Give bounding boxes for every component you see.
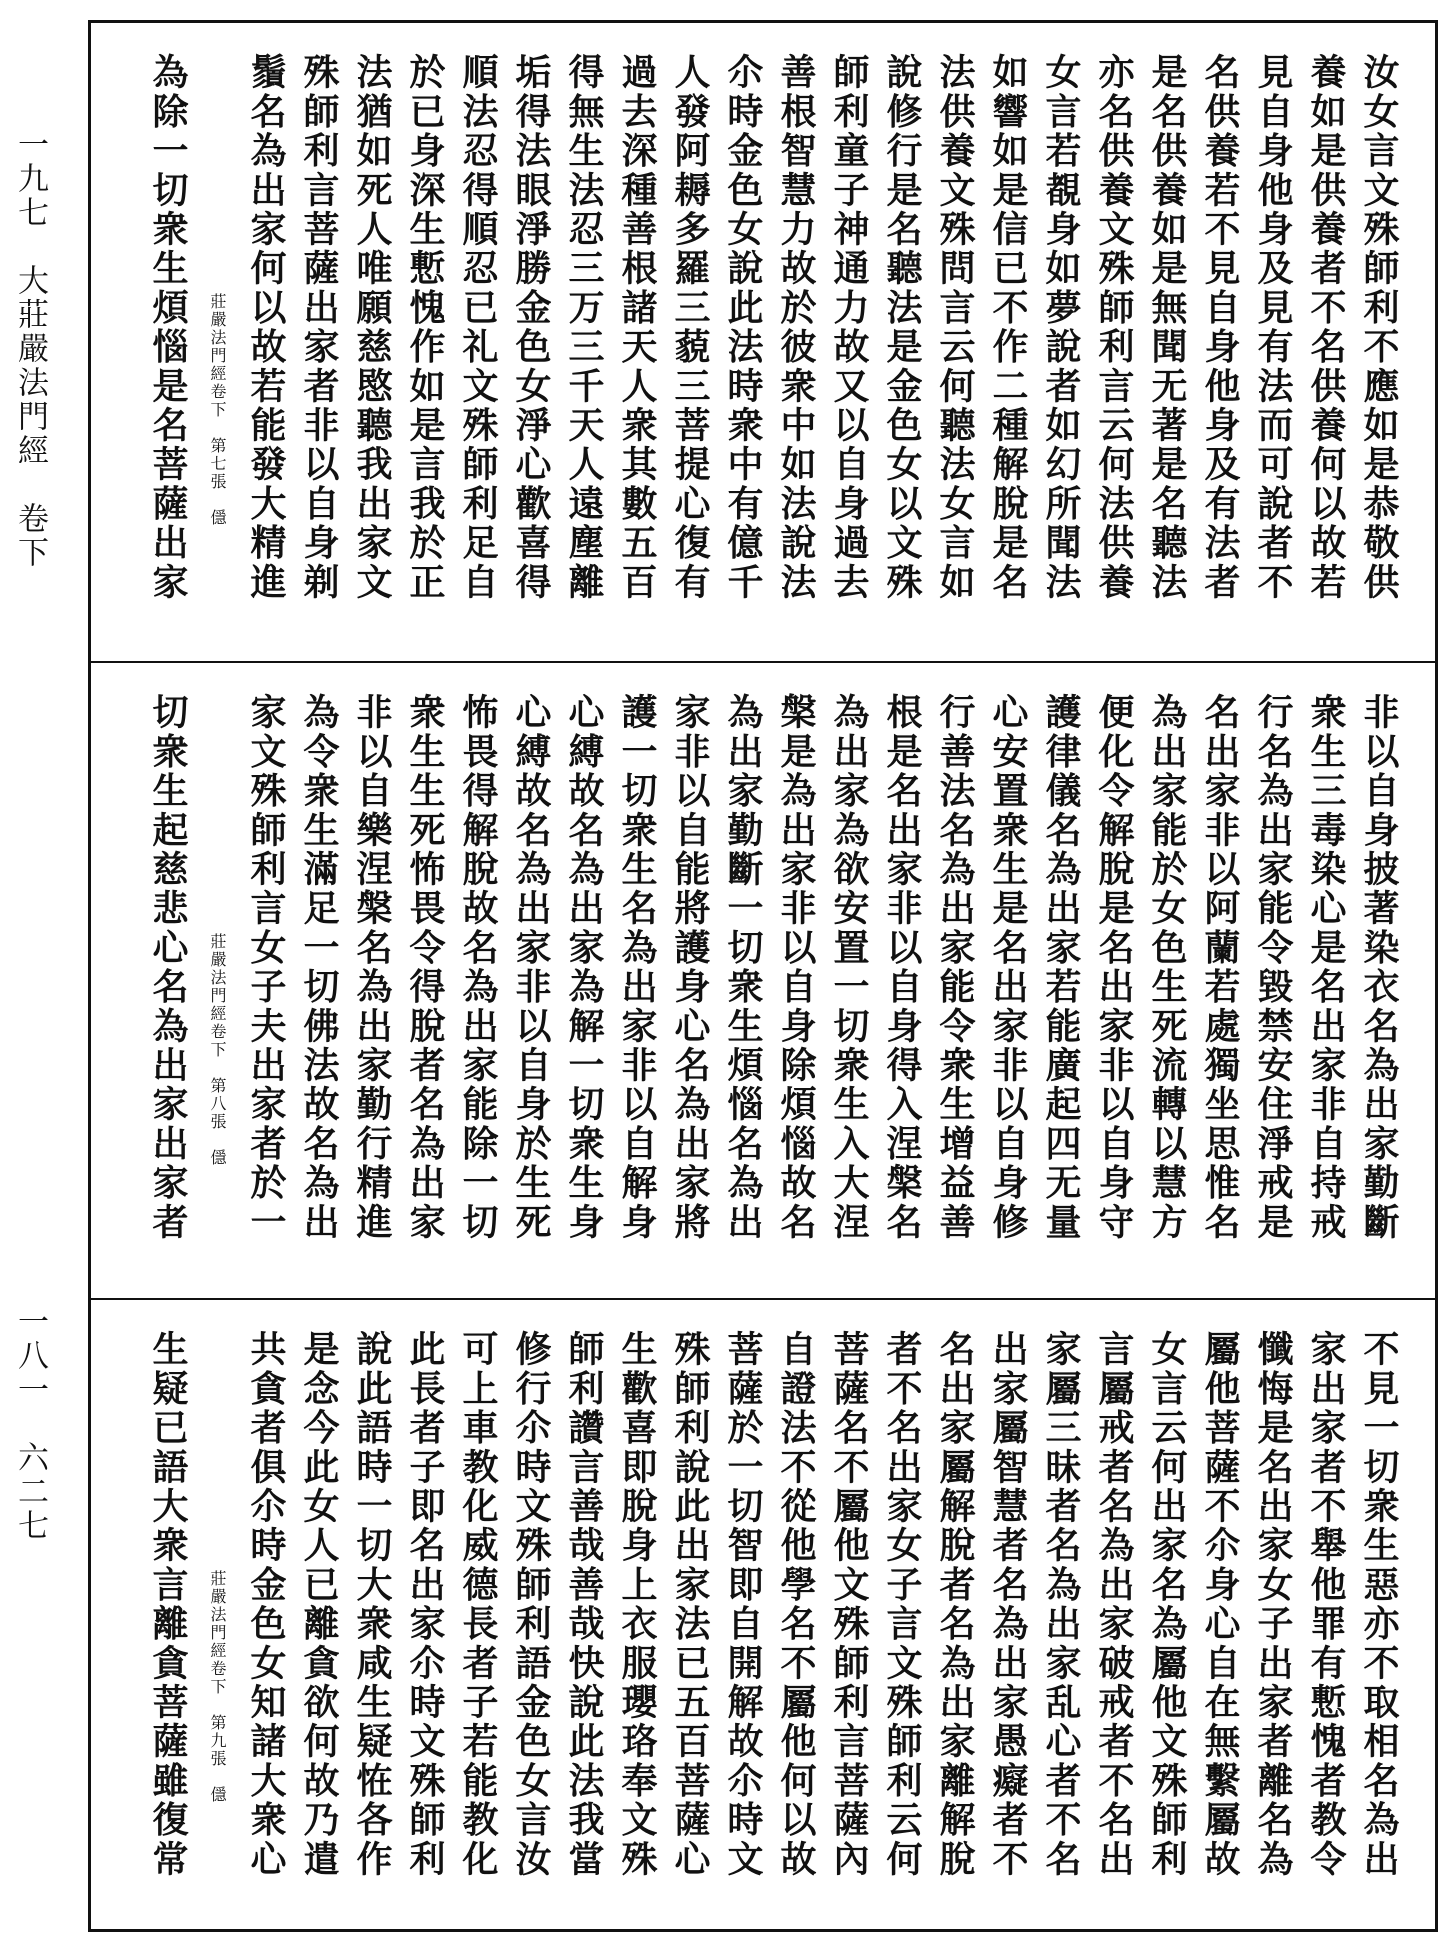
text-line: 此長者子即名出家尒時文殊師利 [404,1330,446,1879]
text-line: 為令衆生滿足一切佛法故名為出 [298,693,340,1242]
text-columns [146,1330,1401,1899]
text-line: 屬他菩薩不尒身心自在無繫屬故 [1199,1330,1241,1879]
text-line: 懺悔是名出家女子出家者離名為 [1252,1330,1294,1879]
text-line: 衆生三毒染心是名出家非自持戒 [1305,693,1347,1242]
text-line: 家文殊師利言女子夫出家者於一 [245,693,287,1242]
text-panel-1 [91,23,1435,663]
text-line: 言屬戒者名為出家破戒者不名出 [1093,1330,1135,1879]
text-line: 尒時金色女說此法時衆中有億千 [722,53,764,602]
text-line: 可上車教化威德長者子若能教化 [457,1330,499,1879]
text-columns [146,693,1401,1268]
text-line: 是念今此女人已離貪欲何故乃遣 [298,1330,340,1879]
text-line: 家屬三昧者名為出家乱心者不名 [1040,1330,1082,1879]
text-line: 順法忍得順忍已礼文殊師利足自 [457,53,499,602]
text-line: 過去深種善根諸天人衆其數五百 [616,53,658,602]
text-line: 菩薩於一切智即自開解故尒時文 [722,1330,764,1879]
text-line: 為出家為欲安置一切衆生入大涅 [828,693,870,1242]
text-line: 師利童子神通力故又以自身過去 [828,53,870,602]
colophon: 莊嚴法門經卷下 第七張 㒚 [208,293,227,527]
text-line: 是名供養如是無聞无著是名聽法 [1146,53,1188,602]
text-line: 槃是為出家非以自身除煩惱故名 [775,693,817,1242]
text-line: 護一切衆生名為出家非以自解身 [616,693,658,1242]
colophon: 莊嚴法門經卷下 第八張 㒚 [208,933,227,1167]
text-line: 心縛故名為出家非以自身於生死 [510,693,552,1242]
text-line: 師利讚言善哉善哉快說此法我當 [563,1330,605,1879]
text-line: 亦名供養文殊師利言云何法供養 [1093,53,1135,602]
text-line: 法供養文殊問言云何聽法女言如 [934,53,976,602]
text-line: 汝女言文殊師利不應如是恭敬供 [1358,53,1400,602]
text-line: 如響如是信已不作二種解脫是名 [987,53,1029,602]
text-line: 切衆生起慈悲心名為出家出家者 [147,693,189,1242]
text-line: 名出家屬解脫者名為出家離解脫 [934,1330,976,1879]
text-line: 鬚名為出家何以故若能發大精進 [245,53,287,602]
text-line: 見自身他身及見有法而可說者不 [1252,53,1294,602]
text-line: 殊師利說此出家法已五百菩薩心 [669,1330,711,1879]
text-line: 便化令解脫是名出家非以自身守 [1093,693,1135,1242]
text-line: 怖畏得解脫故名為出家能除一切 [457,693,499,1242]
text-line: 女言若覩身如夢說者如幻所聞法 [1040,53,1082,602]
text-line: 家出家者不舉他罪有慙愧者教令 [1305,1330,1347,1879]
text-line: 生疑已語大衆言離貪菩薩雖復常 [147,1330,189,1879]
text-line: 行善法名為出家能令衆生增益善 [934,693,976,1242]
text-line: 護律儀名為出家若能廣起四无量 [1040,693,1082,1242]
text-line: 為除一切衆生煩惱是名菩薩出家 [147,53,189,602]
margin-title: 一九七 大莊嚴法門經 卷下 [12,128,48,570]
text-line: 修行尒時文殊師利語金色女言汝 [510,1330,552,1879]
text-panel-2 [91,663,1435,1300]
margin-page-number: 一八一 六二七 [12,1305,48,1543]
text-line: 名出家非以阿蘭若處獨坐思惟名 [1199,693,1241,1242]
text-line: 人發阿耨多羅三藐三菩提心復有 [669,53,711,602]
text-line: 名供養若不見自身他身及有法者 [1199,53,1241,602]
text-line: 出家屬智慧者名為出家愚癡者不 [987,1330,1029,1879]
text-columns [146,53,1401,631]
text-line: 心縛故名為出家為解一切衆生身 [563,693,605,1242]
text-line: 非以自身披著染衣名為出家勤斷 [1358,693,1400,1242]
text-line: 說此語時一切大衆咸生疑恠各作 [351,1330,393,1879]
text-line: 菩薩名不屬他文殊師利言菩薩內 [828,1330,870,1879]
text-line: 者不名出家女子言文殊師利云何 [881,1330,923,1879]
text-line: 法猶如死人唯願慈愍聽我出家文 [351,53,393,602]
text-line: 家非以自能將護身心名為出家將 [669,693,711,1242]
text-line: 說修行是名聽法是金色女以文殊 [881,53,923,602]
text-line: 共貪者俱尒時金色女知諸大衆心 [245,1330,287,1879]
text-line: 行名為出家能令毀禁安住淨戒是 [1252,693,1294,1242]
text-line: 自證法不從他學名不屬他何以故 [775,1330,817,1879]
text-line: 於已身深生慙愧作如是言我於正 [404,53,446,602]
colophon: 莊嚴法門經卷下 第九張 㒚 [208,1570,227,1804]
text-line: 生歡喜即脫身上衣服瓔珞奉文殊 [616,1330,658,1879]
text-line: 衆生生死怖畏令得脫者名為出家 [404,693,446,1242]
text-line: 養如是供養者不名供養何以故若 [1305,53,1347,602]
text-line: 非以自樂涅槃名為出家勤行精進 [351,693,393,1242]
text-line: 心安置衆生是名出家非以自身修 [987,693,1029,1242]
text-line: 為出家勤斷一切衆生煩惱名為出 [722,693,764,1242]
text-line: 女言云何出家名為屬他文殊師利 [1146,1330,1188,1879]
text-line: 垢得法眼淨勝金色女淨心歡喜得 [510,53,552,602]
text-panel-3 [91,1300,1435,1929]
text-line: 不見一切衆生惡亦不取相名為出 [1358,1330,1400,1879]
text-line: 為出家能於女色生死流轉以慧方 [1146,693,1188,1242]
text-line: 根是名出家非以自身得入涅槃名 [881,693,923,1242]
text-line: 善根智慧力故於彼衆中如法說法 [775,53,817,602]
text-line: 殊師利言菩薩出家者非以自身剃 [298,53,340,602]
text-line: 得無生法忍三万三千天人遠塵離 [563,53,605,602]
page-frame [88,20,1438,1932]
